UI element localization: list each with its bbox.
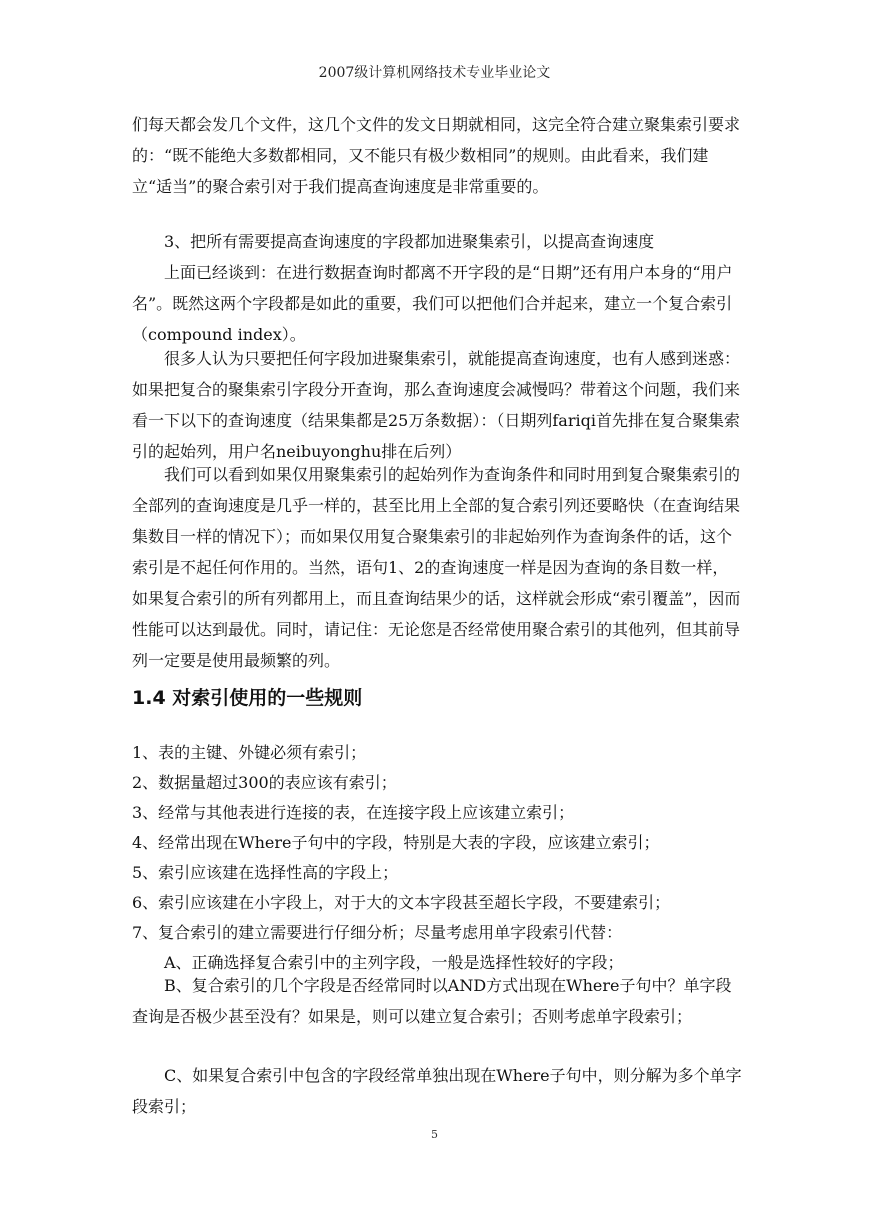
paragraph-index-covering: 我们可以看到如果仅用聚集索引的起始列作为查询条件和同时用到复合聚集索引的全部列的查询速度是几乎一样的，甚至比用上全部的复合索引列还要略快（在查询结果集数目一样的情况下）；而如果仅用复合聚集索引的非起始列作为查询条件的话，这个索引是不起任何作用的。当然，语句1、2的查询速度一样是因为查询的条目数一样，如果复合索引的所有列都用上，而且查询结果少的话，这样就会形成“索引覆盖”，因而性能可以达到最优。同时，请记住：无论您是否经常使用聚合索引的其他列，但其前导列一定要是使用最频繁的列。: [132, 465, 741, 670]
rule-item: 4、经常出现在Where子句中的字段，特别是大表的字段，应该建立索引；: [132, 833, 660, 852]
page-number: 5: [431, 1128, 438, 1141]
subrule-b: B、复合索引的几个字段是否经常同时以AND方式出现在Where子句中？单字段查询是否极少甚至没有？如果是，则可以建立复合索引；否则考虑单字段索引；: [132, 976, 732, 1026]
rule-item: 3、经常与其他表进行连接的表，在连接字段上应该建立索引；: [132, 803, 575, 822]
paragraph-compound-index: 上面已经谈到：在进行数据查询时都离不开字段的是“日期”还有用户本身的“用户名”。既然这两个字段都是如此的重要，我们可以把他们合并起来，建立一个复合索引（compound index）。: [132, 263, 733, 344]
rule-item: 1、表的主键、外键必须有索引；: [132, 743, 367, 762]
paragraph-query-speed-question: 很多人认为只要把任何字段加进聚集索引，就能提高查询速度，也有人感到迷惑：如果把复合的聚集索引字段分开查询，那么查询速度会减慢吗？带着这个问题，我们来看一下以下的查询速度（结果集都是25万条数据）：（日期列fariqi首先排在复合聚集索引的起始列，用户名neibuyonghu排在后列）: [132, 349, 741, 461]
running-header: 2007级计算机网络技术专业毕业论文: [318, 65, 551, 81]
subrule-a: A、正确选择复合索引中的主列字段，一般是选择性较好的字段；: [164, 953, 624, 972]
rule-item: 5、索引应该建在选择性高的字段上；: [132, 863, 399, 882]
paragraph-heading-3: 3、把所有需要提高查询速度的字段都加进聚集索引，以提高查询速度: [164, 232, 655, 251]
subrule-c: C、如果复合索引中包含的字段经常单独出现在Where子句中，则分解为多个单字段索引；: [132, 1066, 742, 1116]
rule-item: 7、复合索引的建立需要进行仔细分析；尽量考虑用单字段索引代替：: [132, 923, 623, 942]
rule-item: 2、数据量超过300的表应该有索引；: [132, 773, 397, 792]
rule-item: 6、索引应该建在小字段上，对于大的文本字段甚至超长字段，不要建索引；: [132, 893, 671, 912]
paragraph-continuation: 们每天都会发几个文件，这几个文件的发文日期就相同，这完全符合建立聚集索引要求的：“既不能绝大多数都相同，又不能只有极少数相同”的规则。由此看来，我们建立“适当”的聚合索引对于我们提高查询速度是非常重要的。: [132, 115, 741, 196]
section-heading: 1.4 对索引使用的一些规则: [132, 687, 363, 709]
